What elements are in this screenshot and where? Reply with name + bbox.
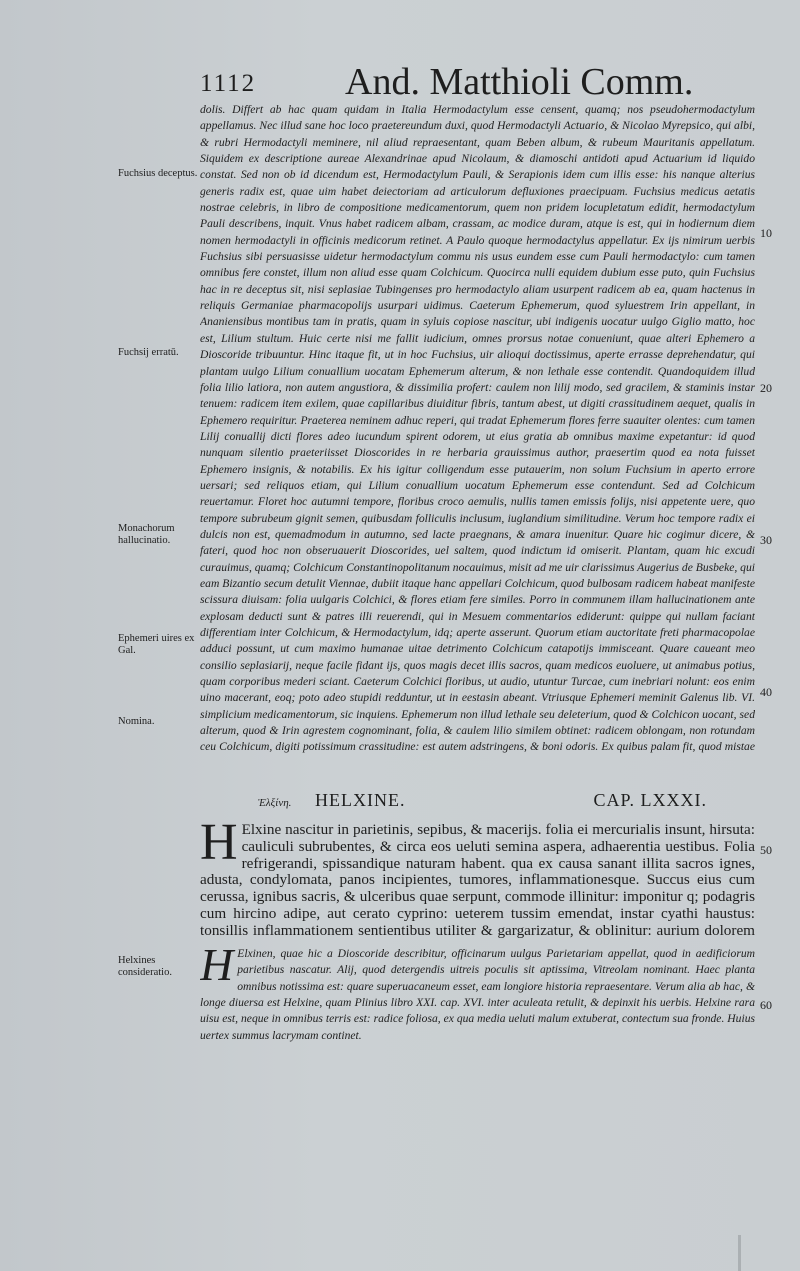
line-number-marker: 40 — [760, 685, 772, 699]
dioscorides-text-block — [200, 822, 755, 940]
margin-note: Nomina. — [118, 716, 155, 727]
commentary-block — [200, 102, 755, 753]
line-number-marker: 10 — [760, 226, 772, 240]
margin-note: Fuchsius deceptus. — [118, 168, 198, 179]
line-number-marker: 30 — [760, 533, 772, 547]
margin-note: Monachorum hallucinatio. — [118, 523, 175, 546]
helxine-commentary-block — [200, 946, 755, 1072]
running-title: And. Matthioli Comm. — [345, 61, 694, 103]
chapter-number: CAP. LXXXI. — [593, 790, 707, 810]
page-blemish — [738, 1235, 741, 1271]
chapter-heading — [200, 790, 755, 814]
dioscorides-paragraph: Elxine nascitur in parietinis, sepibus, & macerijs. folia ei mercurialis insunt, hirsuta: cauliculi subrubentes, & circa eos ueluti semina aspera, adhaerentia uestibus. Folia refrigerandi, spissandique naturam habent. qua ex causa sanant illita sacros ignes, adusta, condylomata, panos incipientes, tumores, inflammationesque. Succus eius cum cerussa, ignibus sacris, & ulceribus quae serpunt, commode illinitur: imponitur q; podagris cum hircino adipe, aut cerato cyprino: ueterem tussim emendat, instar cyathi haustus: tonsillis inflammationem sentientibus utiliter & gargarizatur, & oblinitur: aurium dolorem — [200, 822, 755, 939]
chapter-greek-name: Ἑλξίνη. — [258, 797, 292, 809]
drop-cap-initial: H — [200, 822, 238, 871]
commentary-paragraph: dolis. Differt ab hac quam quidam in Italia Hermodactylum esse censent, quamq; nos pseudohermodactylum appellamus. Nec illud sane hoc loco praetereundum duxi, quod Hermodactyli Actuario, & Nicolao Myrepsico, qui albi, & rubri Hermodactyli meminere, nil aliud repraesentant, quam Beben album, & rubeum Mauritanis appellatum. Siquidem ex descriptione aureae Alexandrinae apud Nicolaum, & diamoschi antidoti apud Actuarium id liquido constat. Sed non ob id dicendum est, Hermodactylum Pauli, & Serapionis idem cum illis esse: his nanque alterius generis radix est, quae uim habet deiectoriam ad articulorum defluxiones praecipuam. Fuchsius medicus aetatis nostrae celebris, in libro de compositione medicamentorum, quem non pridem locupletatum edidit, hermodactylum Pauli describens, inquit. Vnus habet radicem albam, crassam, ac modice duram, atque is est, qui in hodiernum diem nomen hermodactyli in officinis medicorum retinet. A Paulo quoque hermodactylus appellatur. Ex ijs nimirum uerbis Fuchsius sibi persuasisse uidetur hermodactylum commu nis usus eundem esse cum Pauli hermodactylo: cum tamen omnibus fere constet, illum non aliud esse quam Colchicum. Quocirca nulli equidem dubium esse puto, quin Fuchsius hac in re deceptus sit, nisi seplasiae Tubingenses pro hermodactylo aliam usurpent radicem ab ea, quam hactenus in reliquis Germaniae pharmacopolijs usurpari uidimus. Caeterum Ephemerum, quod syluestrem Irin appellant, in Ananiensibus montibus tam in pratis, quam in syluis copiose nascitur, ubi indigenis uocatur uulgo Giglio matto, hoc est, Lilium stultum. Huic certe nisi me fallit iudicium, omnes prorsus notae conueniunt, quae alteri Ephemero a Dioscoride tribuuntur. Hinc itaque fit, ut in hoc Fuchsius, uir alioqui doctissimus, aperte errasse deprehendatur, qui plantam uulgo Lilium conuallium uocatam Ephemerum alterum, & non lethale esse contendit. Quandoquidem illud folia lilio latiora, non autem angustiora, & dissimilia profert: caulem non lilij modo, sed gracilem, & staminis instar tenuem: radicem item exilem, quae capillaribus diuiditur fibris, tantum abest, ut digiti crassitudinem aequet, qualis in Ephemero requiritur. Praeterea neminem adhuc reperi, qui tradat Ephemerum flores ferre suauiter olentes: cum tamen Lilij conuallij dicti flores adeo iucundum spirent odorem, ut eius gratia ab omnibus maxime expetantur: id quod nunquam silentio praeteriisset Dioscorides in re herbaria grauissimus author, praesertim quod ea nota fuisset Ephemero insignis, & notabilis. Ex his igitur colligendum esse putauerim, non solum Fuchsium in aperto errore uersari; sed reliquos etiam, qui Lilium conuallium uocatum Ephemerum esse contendunt. Sed ad Colchicum reuertamur. Floret hoc autumni tempore, floribus croco aemulis, nullis tamen emissis folijs, nisi appetente uere, quo tempore subrubeum gignit semen, quibusdam folliculis inclusum, iuglandium similitudine. Verum hoc tempore radix ei dulcis non est, quemadmodum in autumno, sed lacte praegnans, & amara inuenitur. Quare hic cogimur dicere, & fateri, quod hoc non obseruauerit Dioscorides, uel saltem, quod indictum id omiserit. Plantam, quam hic excudi curauimus, quamq; Colchicum Constantinopolitanum nocauimus, misit ad me uir clarissimus Augerius de Busbeke, qui eam Bizantio secum detulit Viennae, dubiit itaque hanc appellari Colchicum, quod bulbosam radicem habeat manifeste scissura diuisam: folia uulgaris Colchici, & flores etiam fere similes. Porro in communem illam hallucinationem ante explosam deducti sunt & patres illi reuerendi, qui in Mesuem commentarios ediderunt: quippe qui nullam faciant differentiam inter Colchicum, & Hermodactylum, idq; aperte asserunt. Quorum etiam auctoritate freti pharmacopolae adduci possunt, ut cum maximo humanae uitae detrimento Colchicum catapotijs immisceant. Quare caueant meo consilio seplasiarij, neque facile fidant ijs, quos magis decet illis sacros, quam medicos euoluere, ut animabus potius, quam corporibus mederi sciant. Caeterum Colchici floribus, ut audio, utuntur Turcae, cum inebriari nolunt: eos enim uino macerant, eoq; poto adeo stupidi redduntur, ut in eestasin abeant. Vtriusque Ephemeri meminit Galenus lib. VI. simplicium medicamentorum, sic inquiens. Ephemerum non illud lethale seu deleterium, quod & Colchicon uocant, sed alterum, quod & Irin agrestem cognominant, folia, & caulem lilio similem obtinet: radicem oblongam, non rotundam ceu Colchicum, digiti potissimum crassitudine: est autem adstringens, & boni odoris. Ex quibus palam fit, quod mistae — [200, 103, 755, 753]
line-number-marker: 60 — [760, 998, 772, 1012]
margin-note: Ephemeri uires ex Gal. — [118, 633, 195, 656]
page-number: 1112 — [200, 70, 257, 97]
drop-cap-initial: H — [200, 946, 234, 990]
margin-note: Fuchsij erratū. — [118, 347, 179, 358]
line-number-marker: 50 — [760, 843, 772, 857]
margin-note: Helxines consideratio. — [118, 955, 172, 978]
page-header — [200, 60, 800, 104]
line-number-marker: 20 — [760, 381, 772, 395]
chapter-title: HELXINE. — [315, 790, 406, 810]
helxine-commentary-paragraph: Elxinen, quae hic a Dioscoride describitur, officinarum uulgus Parietariam appellat, quod in aedificiorum parietibus nascatur. Alij, quod detergendis uitreis poculis sit aptissima, Vitreolam nominant. Haec planta omnibus notissima est: quare superuacaneum esset, eam longiore historia repraesentare. Verum alia ab hac, & longe diuersa est Helxine, quam Plinius libro XXI. cap. XVI. inter aculeata retulit, & depinxit his uerbis. Helxine rara uisu est, neque in omnibus terris est: radice foliosa, ex qua media ueluti malum extuberat, contectum sua fronde. Huius uertex summus lacrymam continet. — [200, 947, 755, 1042]
